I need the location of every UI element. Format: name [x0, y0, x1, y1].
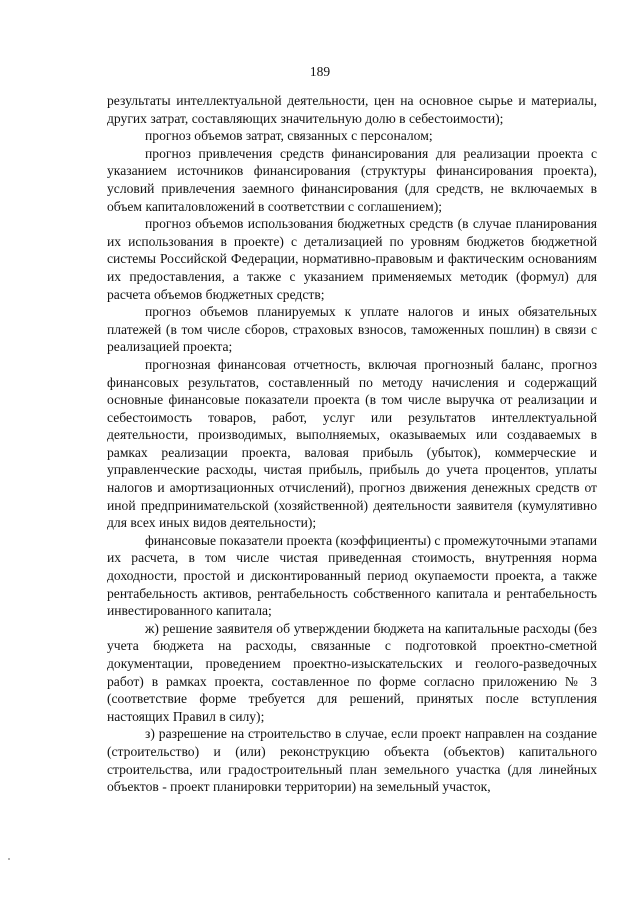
page-number: 189: [309, 64, 331, 79]
body-text: [107, 92, 597, 796]
paragraph-financial-statements: прогнозная финансовая отчетность, включая прогнозный баланс, прогноз финансовых результатов, составленный по методу начисления и содержащий основные финансовые показатели проекта (в том числе выручка от реализации и себестоимость товаров, работ, услуг или результатов интеллектуальной деятельности, производимых, выполняемых, оказываемых или создаваемых в рамках реализации проекта, валовая прибыль (убыток), коммерческие и управленческие расходы, чистая прибыль, прибыль до учета процентов, уплаты налогов и амортизационных отчислений), прогноз движения денежных средств от иной предпринимательской (хозяйственной) деятельности заявителя (кумулятивно для всех иных видов деятельности);: [107, 356, 597, 531]
paragraph-continuation: результаты интеллектуальной деятельности, цен на основное сырье и материалы, других затрат, составляющих значительную долю в себестоимости);: [107, 93, 597, 126]
paragraph-taxes: прогноз объемов планируемых к уплате налогов и иных обязательных платежей (в том числе сборов, страховых взносов, таможенных пошлин) в связи с реализацией проекта;: [107, 304, 597, 355]
paragraph-financial-ratios: финансовые показатели проекта (коэффициенты) с промежуточными этапами их расчета, в том числе чистая приведенная стоимость, внутренняя норма доходности, простой и дисконтированный период окупаемости проекта, а также рентабельность активов, рентабельность собственного капитала и рентабельность инвестированного капитала;: [107, 532, 597, 619]
paragraph-financing-sources: прогноз привлечения средств финансирования для реализации проекта с указанием источников финансирования (структуры финансирования проекта), условий привлечения заемного финансирования (для средств, не включаемых в объем капиталовложений в соответствии с соглашением);: [107, 145, 597, 214]
paragraph-item-z-building-permit: з) разрешение на строительство в случае, если проект направлен на создание (строительство) и (или) реконструкцию объекта (объектов) капитального строительства, или градостроительный план земельного участка (для линейных объектов - проект планировки территории) на земельный участок,: [107, 726, 597, 795]
paragraph-item-zh-capex-budget: ж) решение заявителя об утверждении бюджета на капитальные расходы (без учета бюджета на расходы, связанные с подготовкой проектно-сметной документации, проведением проектно-изыскательских и геолого-разведочных работ) в рамках проекта, составленное по форме согласно приложению № 3 (соответствие форме требуется для решений, принятых после вступления настоящих Правил в силу);: [107, 620, 597, 724]
scan-speck: [8, 858, 10, 860]
paragraph-budget-funds: прогноз объемов использования бюджетных средств (в случае планирования их использования в проекте) с детализацией по уровням бюджетов бюджетной системы Российской Федерации, нормативно-правовым и фактическим основаниям их предоставления, а также с указанием применяемых методик (формул) для расчета объемов бюджетных средств;: [107, 216, 597, 302]
paragraph-personnel-costs: прогноз объемов затрат, связанных с персоналом;: [145, 128, 433, 144]
